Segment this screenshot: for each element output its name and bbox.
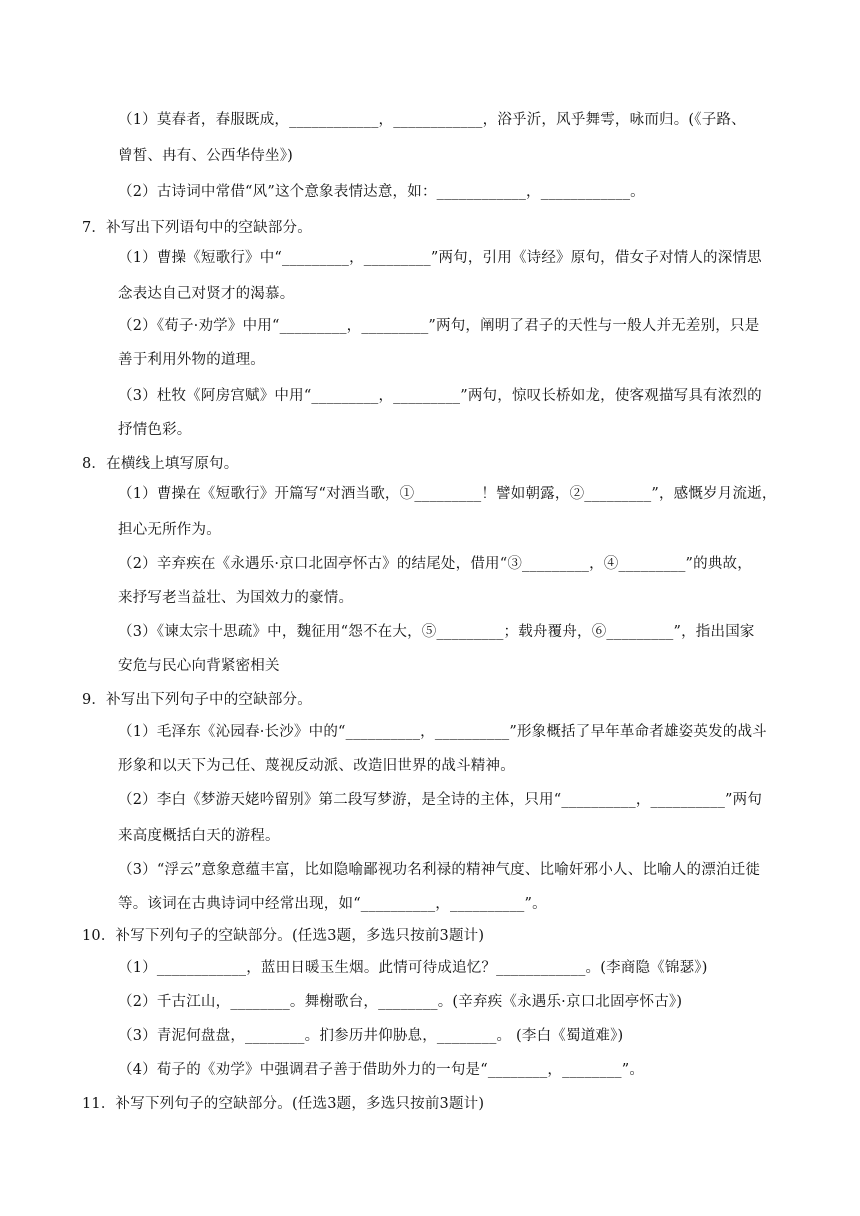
sub-question: （3）杜牧《阿房宫赋》中用“_________，_________”两句，惊叹长桥如龙，使客观描写具有浓烈的 [118,388,762,404]
continuation-line: 形象和以天下为己任、蔑视反动派、改造旧世界的战斗精神。 [118,758,515,774]
sub-question: （1）曹操在《短歌行》开篇写“对酒当歌，①_________！譬如朝露，②_________”，感慨岁月流逝， [118,486,777,502]
sub-question: （2）李白《梦游天姥吟留别》第二段写梦游，是全诗的主体，只用“__________，__________”两句 [118,792,763,808]
continuation-line: 担心无所作为。 [118,522,221,538]
sub-question: （2）古诗词中常借“风”这个意象表情达意，如：____________，____________。 [118,184,645,200]
sub-question: （3）《谏太宗十思疏》中，魏征用“怨不在大，⑤_________；载舟覆舟，⑥_________”，指出国家 [118,624,755,640]
question-heading: 10．补写下列句子的空缺部分。(任选3题，多选只按前3题计) [82,928,485,944]
continuation-line: 来抒写老当益壮、为国效力的豪情。 [118,590,354,606]
sub-question: （1）____________，蓝田日暖玉生烟。此情可待成追忆？____________。(李商隐《锦瑟》) [118,960,708,976]
continuation-line: 曾皙、冉有、公西华侍坐》) [118,148,294,164]
sub-question: （1）毛泽东《沁园春·长沙》中的“__________，__________”形象概括了早年革命者雄姿英发的战斗 [118,724,767,740]
sub-question: （2）千古江山，________。舞榭歌台，________。(辛弃疾《永遇乐·京口北固亭怀古》) [118,994,683,1010]
sub-question: （3）青泥何盘盘，________。扪参历井仰胁息，________。 (李白《蜀道难》) [118,1028,624,1044]
continuation-line: 念表达自己对贤才的渴慕。 [118,286,295,302]
continuation-line: 来高度概括白天的游程。 [118,828,280,844]
sub-question: （2）《荀子·劝学》中用“_________，_________”两句，阐明了君子的天性与一般人并无差别，只是 [118,318,760,334]
continuation-line: 抒情色彩。 [118,422,192,438]
sub-question: （4）荀子的《劝学》中强调君子善于借助外力的一句是“________，________”。 [118,1062,645,1078]
continuation-line: 安危与民心向背紧密相关 [118,658,280,674]
question-heading: 8．在横线上填写原句。 [82,456,239,472]
sub-question: （1）曹操《短歌行》中“_________，_________”两句，引用《诗经》原句，借女子对情人的深情思 [118,250,762,266]
question-heading: 7．补写出下列语句中的空缺部分。 [82,220,312,236]
question-heading: 9．补写出下列句子中的空缺部分。 [82,692,312,708]
question-heading: 11．补写下列句子的空缺部分。(任选3题，多选只按前3题计) [82,1096,485,1112]
sub-question: （1）莫春者，春服既成，____________，____________，浴乎沂，风乎舞雩，咏而归。(《子路、 [118,112,746,128]
sub-question: （2）辛弃疾在《永遇乐·京口北固亭怀古》的结尾处，借用“③_________，④_________”的典故， [118,556,752,572]
continuation-line: 善于利用外物的道理。 [118,352,265,368]
continuation-line: 等。该词在古典诗词中经常出现，如“__________，__________”。 [118,896,547,912]
sub-question: （3）“浮云”意象意蕴丰富，比如隐喻鄙视功名利禄的精神气度、比喻奸邪小人、比喻人的漂泊迁徙 [118,862,761,878]
